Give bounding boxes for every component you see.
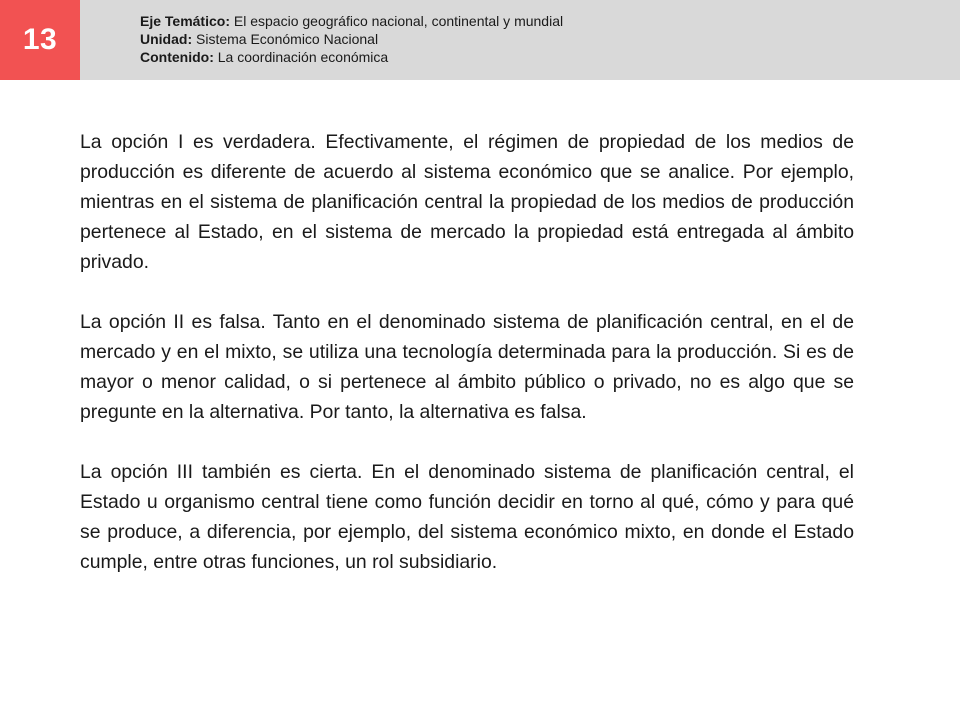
contenido-line [140, 48, 563, 66]
header-info [140, 12, 563, 66]
paragraph-option-2: La opción II es falsa. Tanto en el denominado sistema de planificación central, en el de mercado y en el mixto, se utiliza una tecnología determinada para la producción. Si es de mayor o menor calidad, o si pertenece al ámbito público o privado, no es algo que se pregunte en la alternativa. Por tanto, la alternativa es falsa. [80, 311, 854, 423]
slide-number-badge [0, 0, 80, 80]
slide-number: 13 [22, 23, 58, 56]
unidad-label: Unidad: [140, 31, 193, 47]
body-content [80, 127, 854, 577]
unidad-value: Sistema Económico Nacional [192, 31, 379, 47]
paragraph-option-1: La opción I es verdadera. Efectivamente, el régimen de propiedad de los medios de producción es diferente de acuerdo al sistema económico que se analice. Por ejemplo, mientras en el sistema de planificación central la propiedad de los medios de producción pertenece al Estado, en el sistema de mercado la propiedad está entregada al ámbito privado. [80, 131, 854, 273]
unidad-line [140, 30, 563, 48]
contenido-label: Contenido: [140, 49, 214, 65]
header-bar [0, 0, 960, 80]
contenido-value: La coordinación económica [213, 49, 389, 65]
eje-tematico-value: El espacio geográfico nacional, continental y mundial [230, 13, 564, 29]
paragraph-option-3: La opción III también es cierta. En el denominado sistema de planificación central, el Estado u organismo central tiene como función decidir en torno al qué, cómo y para qué se produce, a diferencia, por ejemplo, del sistema económico mixto, en donde el Estado cumple, entre otras funciones, un rol subsidiario. [80, 461, 854, 573]
eje-tematico-line [140, 12, 563, 30]
eje-tematico-label: Eje Temático: [140, 13, 230, 29]
